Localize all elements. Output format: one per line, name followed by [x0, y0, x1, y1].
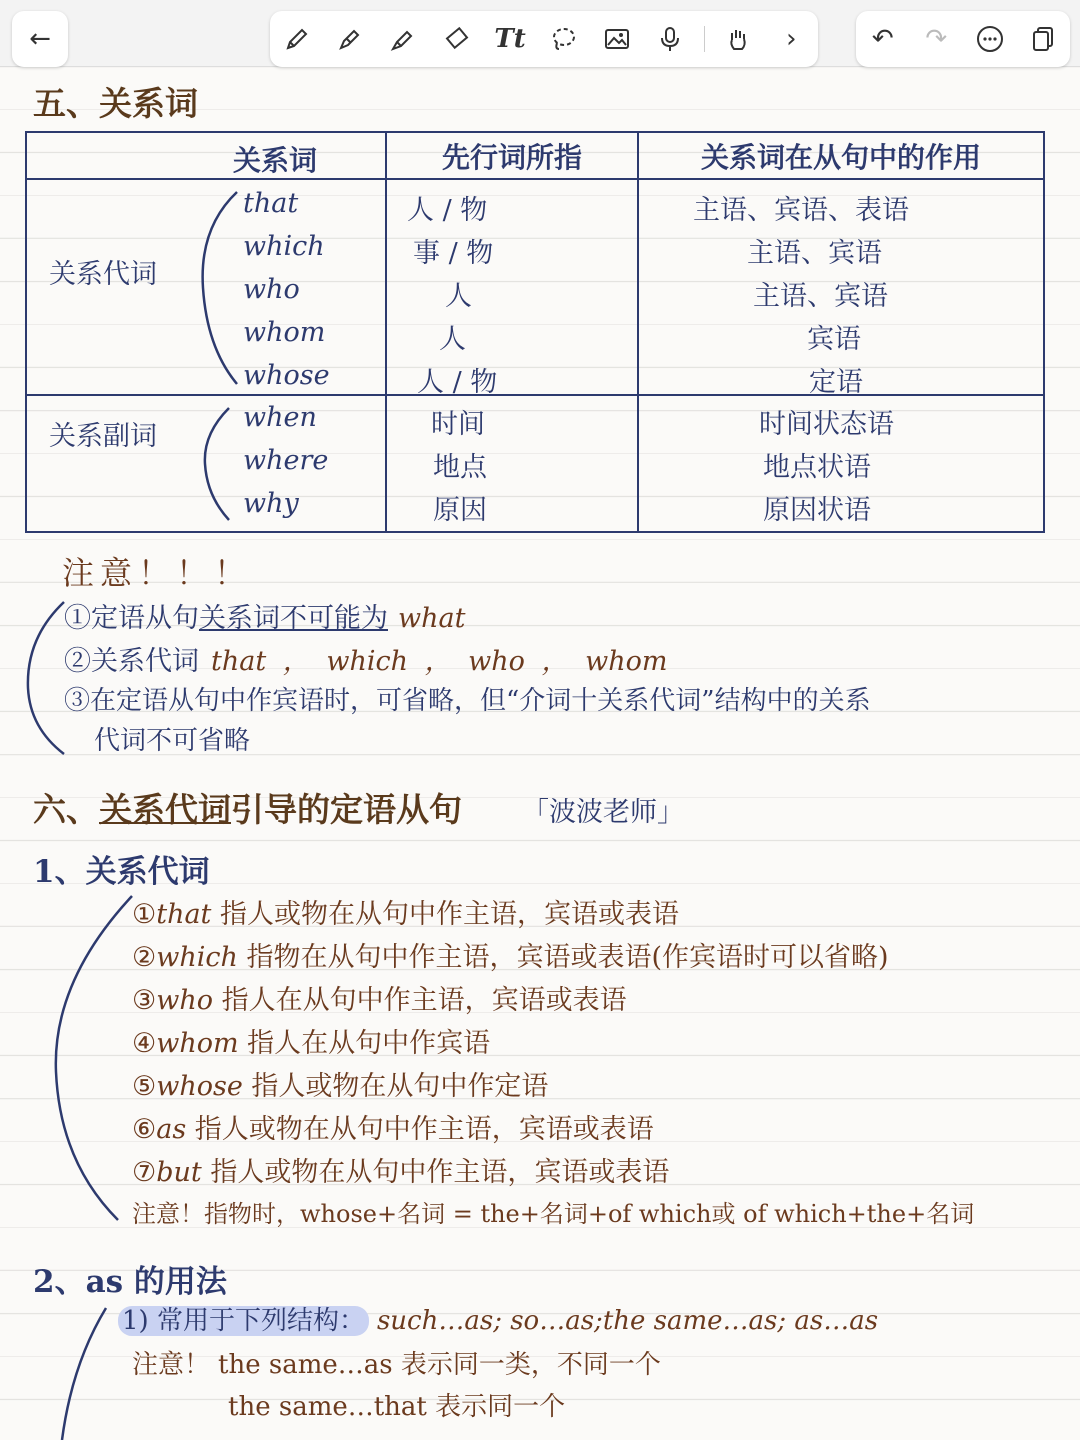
- teacher-tag: 「波波老师」: [522, 797, 684, 828]
- ante-whose: 人 / 物: [417, 367, 498, 398]
- adverb-antecedent-cell: [387, 396, 637, 531]
- sub1-item-7: ⑦but 指人或物在从句中作主语，宾语或表语: [132, 1157, 670, 1188]
- word-which: which: [243, 231, 325, 262]
- relative-words-table: [25, 131, 1045, 533]
- word-that: that: [243, 188, 299, 219]
- sub1-item-5: ⑤whose 指人或物在从句中作定语: [132, 1071, 549, 1102]
- tools-box: [270, 11, 818, 67]
- toolbar-separator: [704, 26, 705, 52]
- sub1-brace: [48, 892, 138, 1224]
- image-icon[interactable]: [597, 19, 637, 59]
- ante-whom: 人: [439, 324, 466, 355]
- back-button-box: [12, 11, 68, 67]
- adverb-function-cell: [639, 396, 1043, 531]
- word-whom: whom: [243, 317, 326, 348]
- word-when: when: [243, 402, 317, 433]
- pronoun-function-cell: [639, 180, 1043, 398]
- notice-brace: [20, 598, 70, 758]
- hand-icon[interactable]: [718, 19, 758, 59]
- adverb-group-cell: [27, 396, 385, 531]
- ante-who: 人: [445, 281, 472, 312]
- pencil-icon[interactable]: [277, 19, 317, 59]
- notice-item-3-cont: 代词不可省略: [94, 726, 251, 756]
- notice-item-2: ②关系代词 that ， which ， who ， whom: [64, 646, 668, 677]
- header-function: 关系词在从句中的作用: [638, 132, 1044, 179]
- role-which: 主语、宾语: [747, 238, 882, 269]
- sub2-brace: [52, 1304, 112, 1440]
- header-antecedent: 先行词所指: [386, 132, 638, 179]
- text-icon[interactable]: Tt: [494, 24, 526, 54]
- ante-where: 地点: [433, 452, 487, 483]
- more-icon[interactable]: [970, 19, 1010, 59]
- undo-icon[interactable]: ↶: [871, 24, 894, 54]
- eraser-icon[interactable]: [437, 19, 477, 59]
- toolbar: [0, 0, 1080, 67]
- sub2-title: 2、as 的用法: [33, 1264, 227, 1300]
- word-where: where: [243, 445, 329, 476]
- lasso-icon[interactable]: [543, 19, 583, 59]
- role-whom: 宾语: [807, 324, 861, 355]
- sub2-item-1-label: 1) 常用于下列结构：: [118, 1306, 369, 1336]
- highlighter-icon[interactable]: [383, 19, 423, 59]
- notice-item-3: ③在定语从句中作宾语时，可省略，但“介词十关系代词”结构中的关系: [64, 686, 871, 716]
- ante-that: 人 / 物: [407, 195, 488, 226]
- group-label-adverb: 关系副词: [49, 421, 157, 452]
- brace-adverb: [199, 404, 235, 524]
- section5-title: 五、关系词: [33, 84, 198, 123]
- sub1-title: 1、关系代词: [33, 854, 210, 890]
- sub1-note: 注意！指物时，whose+名词 = the+名词+of which或 of which+the+名词: [132, 1200, 975, 1228]
- role-that: 主语、宾语、表语: [693, 195, 909, 226]
- pronoun-group-cell: [27, 180, 385, 394]
- word-whose: whose: [243, 360, 330, 391]
- group-label-pronoun: 关系代词: [49, 259, 157, 290]
- sub2-note-line2: the same…that 表示同一个: [228, 1392, 566, 1422]
- role-why: 原因状语: [763, 495, 871, 526]
- notice-item-1: ①定语从句关系词不可能为 what: [64, 603, 466, 634]
- pronoun-antecedent-cell: [387, 180, 637, 398]
- sub1-item-2: ②which 指物在从句中作主语，宾语或表语(作宾语时可以省略): [132, 942, 889, 973]
- chevron-right-icon[interactable]: ›: [786, 24, 797, 54]
- notice-title: 注意！！！: [62, 554, 253, 592]
- header-relative-word: 关系词: [26, 132, 386, 179]
- role-where: 地点状语: [763, 452, 871, 483]
- role-when: 时间状态语: [759, 409, 894, 440]
- pages-icon[interactable]: [1023, 19, 1063, 59]
- redo-icon[interactable]: ↷: [925, 24, 948, 54]
- brace-pronoun: [197, 188, 241, 388]
- role-who: 主语、宾语: [753, 281, 888, 312]
- ante-why: 原因: [433, 495, 487, 526]
- word-why: why: [243, 488, 299, 519]
- sub1-item-6: ⑥as 指人或物在从句中作主语，宾语或表语: [132, 1114, 654, 1145]
- ante-which: 事 / 物: [413, 238, 494, 269]
- sub1-item-1: ①that 指人或物在从句中作主语，宾语或表语: [132, 899, 679, 930]
- sub1-item-4: ④whom 指人在从句中作宾语: [132, 1028, 491, 1059]
- history-box: [856, 11, 1070, 67]
- sub2-note-line1: 注意！ the same…as 表示同一类，不同一个: [132, 1350, 661, 1380]
- role-whose: 定语: [809, 367, 863, 398]
- sub2-item-1: 1) 常用于下列结构： such…as; so…as;the same…as; as…as: [118, 1300, 878, 1337]
- pen-icon[interactable]: [330, 19, 370, 59]
- sub1-item-3: ③who 指人在从句中作主语，宾语或表语: [132, 985, 627, 1016]
- mic-icon[interactable]: [650, 19, 690, 59]
- section6-title: 六、关系代词引导的定语从句 「波波老师」: [33, 790, 684, 829]
- word-who: who: [243, 274, 300, 305]
- ante-when: 时间: [431, 409, 485, 440]
- back-icon[interactable]: ←: [29, 24, 51, 54]
